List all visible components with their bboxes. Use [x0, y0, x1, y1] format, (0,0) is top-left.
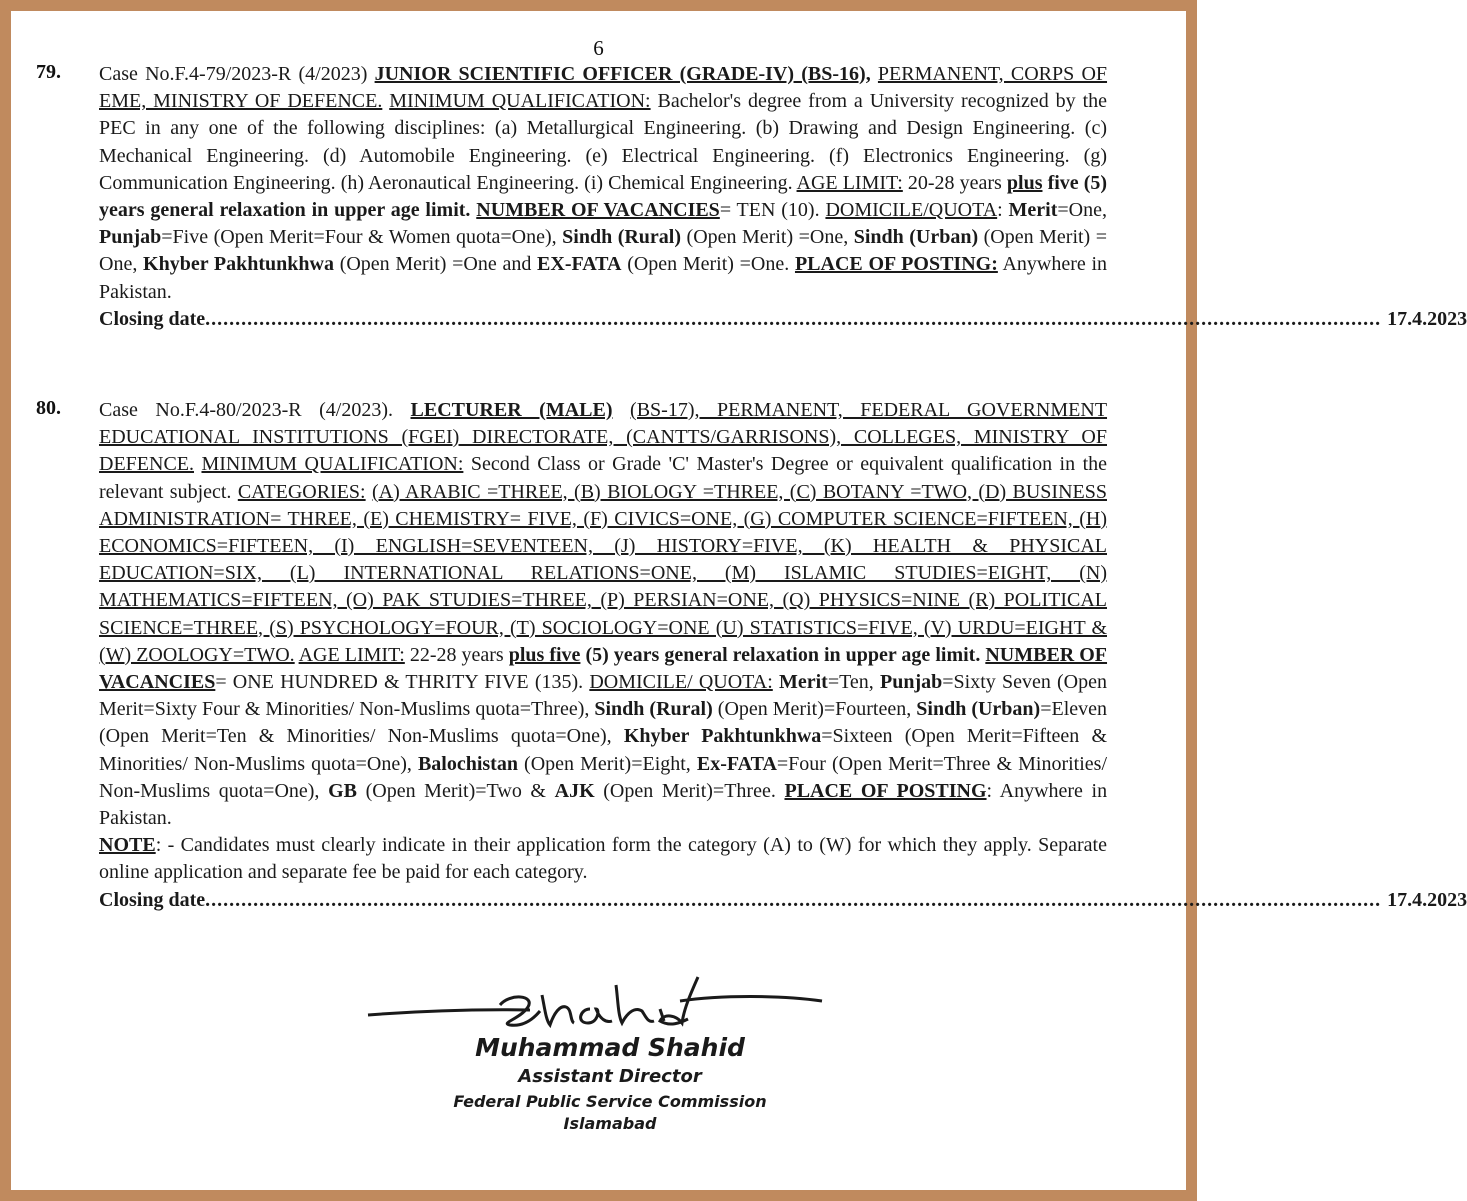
vacancies-value: = ONE HUNDRED & THRITY FIVE (135).: [215, 671, 584, 694]
posting-label: PLACE OF POSTING:: [794, 253, 998, 276]
posting-value: Anywhere in Pakistan.: [99, 779, 1108, 830]
quota-region: GB: [328, 779, 357, 802]
entry-body: Case No.F.4-79/2023-R (4/2023) JUNIOR SCIENTIFIC OFFICER (GRADE-IV) (BS-16), PERMANENT, CORPS OF EME, MINISTRY OF DEFENCE. MINIMUM QUALIFICATION: Bachelor's degree from a University recognized by the PEC in any one of the following disciplines: (a) Metallurgical Engineering. (b) Drawing and Design Engineering. (c) Mechanical Engineering. (d) Automobile Engineering. (e) Electrical Engineering. (f) Electronics Engineering. (g) Communication Engineering. (h) Aeronautical Engineering. (i) Chemical Engineering. AGE LIMIT: 20-28 years plus five (5) years general relaxation in upper age limit. NUMBER OF VACANCIES= TEN (10). DOMICILE/QUOTA: Merit=One, Punjab=Five (Open Merit=Four & Women quota=One), Sindh (Rural) (Open Merit) =One, Sindh (Urban) (Open Merit) = One, Khyber Pakhtunkhwa (Open Merit) =One and EX-FATA (Open Merit) =One. PLACE OF POSTING: Anywhere in Pakistan. Closing date .................................................................................................................................................................................................... 17.4.2023: [99, 61, 1107, 333]
quota-detail: =Sixteen (Open Merit=Fifteen & Minorities/ Non-Muslims quota=One),: [99, 725, 1108, 775]
quota-detail: (Open Merit)=Two &: [365, 779, 546, 802]
quota-detail: (Open Merit)=Fourteen,: [717, 698, 912, 721]
quota-detail: (Open Merit)=Eight,: [524, 752, 691, 775]
case-number: Case No.F.4-80/2023-R (4/2023).: [99, 399, 393, 421]
quota-region: Sindh (Urban): [853, 226, 979, 249]
domicile-label: DOMICILE/ QUOTA:: [589, 671, 773, 694]
closing-date-label: Closing date: [99, 888, 206, 911]
entry-number: 80.: [36, 397, 61, 419]
min-qualification-label: MINIMUM QUALIFICATION:: [201, 453, 464, 476]
quota-region: Ex-FATA: [696, 752, 777, 775]
entry-body: Case No.F.4-80/2023-R (4/2023). LECTURER (MALE) (BS-17), PERMANENT, FEDERAL GOVERNMENT EDUCATIONAL INSTITUTIONS (FGEI) DIRECTORATE, (CANTTS/GARRISONS), COLLEGES, MINISTRY OF DEFENCE. MINIMUM QUALIFICATION: Second Class or Grade 'C' Master's Degree or equivalent qualification in the relevant subject. CATEGORIES: (A) ARABIC =THREE, (B) BIOLOGY =THREE, (C) BOTANY =TWO, (D) BUSINESS ADMINISTRATION= THREE, (E) CHEMISTRY= FIVE, (F) CIVICS=ONE, (G) COMPUTER SCIENCE=FIFTEEN, (H) ECONOMICS=FIFTEEN, (I) ENGLISH=SEVENTEEN, (J) HISTORY=FIVE, (K) HEALTH & PHYSICAL EDUCATION=SIX, (L) INTERNATIONAL RELATIONS=ONE, (M) ISLAMIC STUDIES=EIGHT, (N) MATHEMATICS=FIFTEEN, (O) PAK STUDIES=THREE, (P) PERSIAN=ONE, (Q) PHYSICS=NINE (R) POLITICAL SCIENCE=THREE, (S) PSYCHOLOGY=FOUR, (T) SOCIOLOGY=ONE (U) STATISTICS=FIVE, (V) URDU=EIGHT & (W) ZOOLOGY=TWO. AGE LIMIT: 22-28 years plus five (5) years general relaxation in upper age limit. NUMBER OF VACANCIES= ONE HUNDRED & THRITY FIVE (135). DOMICILE/ QUOTA: Merit=Ten, Punjab=Sixty Seven (Open Merit=Sixty Four & Minorities/ Non-Muslims quota=Three), Sindh (Rural) (Open Merit)=Fourteen, Sindh (Urban)=Eleven (Open Merit=Ten & Minorities/ Non-Muslims quota=One), Khyber Pakhtunkhwa=Sixteen (Open Merit=Fifteen & Minorities/ Non-Muslims quota=One), Balochistan (Open Merit)=Eight, Ex-FATA=Four (Open Merit=Three & Minorities/ Non-Muslims quota=One), GB (Open Merit)=Two & AJK (Open Merit)=Three. PLACE OF POSTING: Anywhere in Pakistan. NOTE: - Candidates must clearly indicate in their application form the category (A) to (W) for which they apply. Separate online application and separate fee be paid for each category. Closing date .................................................................................................................................................................................................... 17.4.2023: [99, 397, 1107, 914]
posting-label: PLACE OF POSTING: [784, 779, 987, 802]
quota-detail: (Open Merit) =One and: [339, 253, 532, 276]
quota-detail: (Open Merit)=Three.: [603, 779, 776, 802]
closing-date-label: Closing date: [99, 307, 206, 330]
quota-detail: (Open Merit) =One,: [686, 226, 849, 249]
page-number: 6: [593, 36, 604, 60]
min-qualification-label: MINIMUM QUALIFICATION:: [389, 90, 651, 113]
closing-date-row: [99, 887, 1467, 914]
quota-region: Khyber Pakhtunkhwa: [623, 725, 822, 748]
post-title: LECTURER (MALE): [410, 399, 613, 421]
quota-region: Merit: [778, 671, 828, 694]
leader-dots: ....................................................................................................................................................................................................: [205, 888, 1382, 911]
categories-label: CATEGORIES:: [237, 480, 366, 503]
signature-image: [360, 965, 840, 1035]
plus-text: plus: [1006, 171, 1043, 194]
closing-date-value: 17.4.2023: [1387, 888, 1467, 911]
quota-detail: =Ten,: [827, 671, 874, 694]
quota-region: EX-FATA: [537, 253, 622, 276]
age-limit-label: AGE LIMIT:: [298, 643, 405, 666]
quota-region: AJK: [554, 779, 595, 802]
note-block: [99, 832, 1107, 886]
note-label: NOTE: [99, 834, 156, 857]
posting-value: Anywhere in Pakistan.: [99, 253, 1108, 303]
relaxation-text: five (5) years general relaxation in upper age limit.: [99, 171, 1108, 222]
min-qualification-text: Second Class or Grade 'C' Master's Degree or equivalent qualification in the relevant subject.: [99, 453, 1108, 503]
quota-detail: =Sixty Seven (Open Merit=Sixty Four & Minorities/ Non-Muslims quota=Three),: [99, 671, 1107, 721]
quota-detail: (Open Merit) = One,: [99, 226, 1107, 276]
closing-date-row: [99, 306, 1467, 333]
quota-region: Sindh (Rural): [594, 698, 713, 721]
min-qualification-text: Bachelor's degree from a University recognized by the PEC in any one of the following disciplines: (a) Metallurgical Engineering. (b) Drawing and Design Engineering. (c) Mechanical Engineering. (d) Automobile Engineering. (e) Electrical Engineering. (f) Electronics Engineering. (g) Communication Engineering. (h) Aeronautical Engineering. (i) Chemical Engineering.: [99, 90, 1108, 194]
post-detail: (BS-17), PERMANENT, FEDERAL GOVERNMENT EDUCATIONAL INSTITUTIONS (FGEI) DIRECTORATE, (CANTTS/GARRISONS), COLLEGES, MINISTRY OF DEFENCE.: [99, 399, 1108, 476]
signatory-organization: Federal Public Service Commission: [453, 1092, 767, 1111]
case-number: Case No.F.4-79/2023-R (4/2023): [99, 63, 368, 85]
entry-number: 79.: [36, 61, 61, 83]
quota-detail: =Four (Open Merit=Three & Minorities/ Non-Muslims quota=One),: [99, 752, 1108, 802]
relaxation-text: (5) years general relaxation in upper age limit.: [585, 643, 981, 666]
post-detail: PERMANENT, CORPS OF EME, MINISTRY OF DEFENCE.: [99, 63, 1108, 113]
quota-detail: =One,: [1057, 199, 1108, 222]
vacancies-label: NUMBER OF VACANCIES: [476, 199, 720, 222]
plus-text: plus five: [508, 643, 581, 666]
quota-region: Sindh (Rural): [562, 226, 682, 249]
age-limit-value: 20-28 years: [907, 171, 1002, 194]
quota-region: Sindh (Urban): [916, 698, 1041, 721]
closing-date-value: 17.4.2023: [1387, 307, 1467, 330]
quota-region: Punjab: [880, 671, 943, 694]
leader-dots: ....................................................................................................................................................................................................: [205, 307, 1382, 330]
vacancies-value: = TEN (10).: [719, 199, 820, 222]
quota-detail: =Five (Open Merit=Four & Women quota=One),: [161, 226, 557, 249]
categories-text: (A) ARABIC =THREE, (B) BIOLOGY =THREE, (C) BOTANY =TWO, (D) BUSINESS ADMINISTRATION= THREE, (E) CHEMISTRY= FIVE, (F) CIVICS=ONE, (G) COMPUTER SCIENCE=FIFTEEN, (H) ECONOMICS=FIFTEEN, (I) ENGLISH=SEVENTEEN, (J) HISTORY=FIVE, (K) HEALTH & PHYSICAL EDUCATION=SIX, (L) INTERNATIONAL RELATIONS=ONE, (M) ISLAMIC STUDIES=EIGHT, (N) MATHEMATICS=FIFTEEN, (O) PAK STUDIES=THREE, (P) PERSIAN=ONE, (Q) PHYSICS=NINE (R) POLITICAL SCIENCE=THREE, (S) PSYCHOLOGY=FOUR, (T) SOCIOLOGY=ONE (U) STATISTICS=FIVE, (V) URDU=EIGHT & (W) ZOOLOGY=TWO.: [99, 480, 1107, 666]
signatory-city: Islamabad: [563, 1114, 657, 1133]
quota-region: Khyber Pakhtunkhwa: [143, 253, 334, 276]
quota-region: Balochistan: [417, 752, 518, 775]
vacancies-label: NUMBER OF VACANCIES: [99, 643, 1108, 694]
quota-region: Merit: [1008, 199, 1058, 222]
quota-detail: =Eleven (Open Merit=Ten & Minorities/ Non-Muslims quota=One),: [99, 698, 1108, 748]
note-text: : - Candidates must clearly indicate in their application form the category (A) to (W) for which they apply. Separate online application and separate fee be paid for each category.: [99, 834, 1107, 884]
post-title: JUNIOR SCIENTIFIC OFFICER (GRADE-IV) (BS-16),: [374, 63, 871, 85]
signatory-designation: Assistant Director: [518, 1066, 702, 1087]
domicile-label: DOMICILE/QUOTA: [825, 199, 998, 222]
quota-region: Punjab: [99, 226, 162, 249]
age-limit-label: AGE LIMIT:: [796, 171, 903, 194]
age-limit-value: 22-28 years: [409, 643, 504, 666]
signatory-name: Muhammad Shahid: [475, 1033, 745, 1062]
quota-detail: (Open Merit) =One.: [627, 253, 790, 276]
